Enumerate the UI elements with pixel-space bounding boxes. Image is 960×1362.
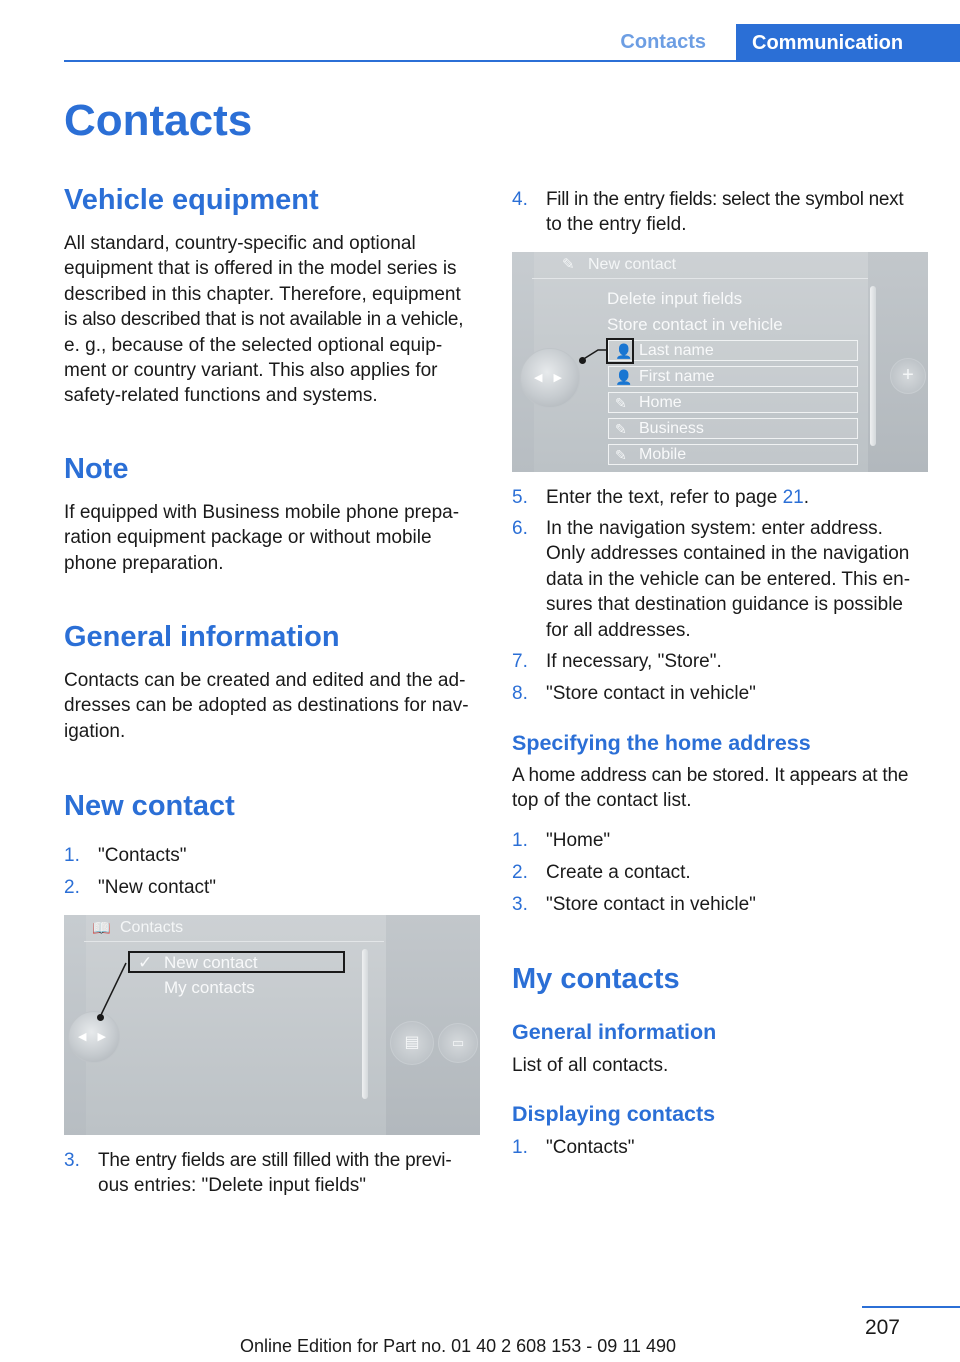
- step-item: [512, 681, 932, 707]
- person-icon: 👤: [615, 369, 633, 385]
- pencil-icon: ✎: [615, 447, 627, 463]
- page-number: 207: [864, 1316, 900, 1339]
- step-number: 7.: [512, 651, 528, 672]
- menu-item-my-contacts[interactable]: My contacts: [164, 978, 255, 997]
- text-line: described in this chapter. Therefore, equipment: [64, 283, 461, 305]
- idrive-screen-new-contact: [512, 252, 928, 472]
- field-label: Home: [639, 394, 682, 411]
- note-text: [64, 500, 459, 576]
- person-icon: 👤: [615, 343, 633, 359]
- edit-contact-icon: ✎: [562, 256, 575, 273]
- controller-knob-icon[interactable]: ◀ ▶: [68, 1011, 120, 1063]
- menu-item-new-contact[interactable]: New contact: [164, 953, 258, 972]
- text-line: ration equipment package or without mobile: [64, 527, 432, 549]
- action-delete-input-fields[interactable]: Delete input fields: [607, 289, 743, 308]
- home-address-text: [512, 763, 932, 814]
- text-line: The entry fields are still filled with the previ-: [98, 1150, 452, 1171]
- screen-title: New contact: [588, 256, 677, 273]
- text-line: equipment that is offered in the model series is: [64, 258, 457, 280]
- step-text: "Contacts": [546, 1137, 635, 1158]
- heading-general-information: General information: [64, 621, 340, 653]
- step-item: [64, 875, 482, 901]
- step-number: 1.: [512, 830, 528, 851]
- step-text: [546, 516, 932, 643]
- step-text: If necessary, "Store".: [546, 651, 722, 672]
- step-item: [512, 1135, 932, 1161]
- text-line: Contacts can be created and edited and the ad-: [64, 670, 466, 691]
- step-number: 1.: [64, 845, 80, 866]
- text-line: In the navigation system: enter address.: [546, 518, 883, 539]
- step-number: 3.: [64, 1150, 80, 1171]
- page-link[interactable]: 21: [782, 487, 804, 508]
- footer-divider: [862, 1306, 960, 1308]
- step-item: [64, 843, 482, 869]
- step-item: [64, 1148, 482, 1200]
- text-line: sures that destination guidance is possible: [546, 594, 904, 616]
- step-item: [512, 485, 932, 511]
- heading-displaying-contacts: Displaying contacts: [512, 1102, 716, 1126]
- text-line: dresses can be adopted as destinations for nav-: [64, 695, 469, 717]
- step-number: 5.: [512, 487, 528, 508]
- step-number: 3.: [512, 894, 528, 915]
- text-part: .: [803, 487, 810, 508]
- pointer-dot: [97, 1014, 104, 1021]
- header-divider: [64, 60, 960, 62]
- plus-icon[interactable]: +: [890, 358, 926, 394]
- pencil-icon: ✎: [615, 421, 627, 437]
- text-line: to the entry field.: [546, 214, 687, 236]
- text-part: Enter the text, refer to page: [546, 487, 783, 508]
- step-item: [512, 516, 932, 644]
- my-contacts-text: List of all contacts.: [512, 1055, 669, 1076]
- step-number: 8.: [512, 683, 528, 704]
- step-number: 2.: [512, 862, 528, 883]
- heading-note: Note: [64, 453, 129, 485]
- text-line: Fill in the entry fields: select the symbol next: [546, 189, 904, 210]
- step-item: [512, 892, 932, 918]
- text-line: All standard, country-specific and optional: [64, 233, 416, 254]
- page-header: [0, 0, 960, 62]
- step-text: [98, 1148, 482, 1199]
- heading-home-address: Specifying the home address: [512, 731, 811, 755]
- pointer-dot: [579, 357, 586, 364]
- field-label: First name: [639, 368, 715, 385]
- text-line: A home address can be stored. It appears at the: [512, 765, 909, 786]
- field-label: Business: [639, 420, 704, 437]
- step-text: "Contacts": [98, 845, 187, 866]
- screen-title: Contacts: [120, 919, 184, 936]
- field-label: Mobile: [639, 446, 687, 463]
- step-number: 1.: [512, 1137, 528, 1158]
- text-line: ment or country variant. This also applies for: [64, 360, 438, 382]
- text-line: If equipped with Business mobile phone prepa-: [64, 502, 460, 523]
- step-text: Create a contact.: [546, 862, 691, 883]
- step-item: [512, 860, 932, 886]
- step-text: [546, 485, 809, 510]
- text-line: phone preparation.: [64, 552, 224, 574]
- header-tab-communication[interactable]: Communication: [736, 24, 960, 62]
- contacts-book-icon: 📖: [92, 920, 111, 937]
- heading-vehicle-equipment: Vehicle equipment: [64, 184, 319, 216]
- pointer-line: [512, 252, 928, 472]
- text-line: Only addresses contained in the navigation: [546, 543, 910, 565]
- text-line: top of the contact list.: [512, 790, 692, 812]
- step-text: "Home": [546, 830, 611, 851]
- vehicle-equipment-text: [64, 231, 463, 409]
- check-icon: ✓: [138, 953, 153, 972]
- step-item: [512, 649, 932, 675]
- step-number: 4.: [512, 189, 528, 210]
- text-line: is also described that is not available in a vehicle,: [64, 309, 464, 331]
- idrive-screen-contacts: [64, 915, 480, 1135]
- text-line: igation.: [64, 720, 126, 742]
- step-text: "Store contact in vehicle": [546, 894, 756, 915]
- page-title: Contacts: [64, 96, 253, 145]
- heading-new-contact: New contact: [64, 790, 235, 822]
- card-icon[interactable]: ▭: [438, 1023, 478, 1063]
- step-text: "Store contact in vehicle": [546, 683, 756, 704]
- text-line: for all addresses.: [546, 619, 691, 641]
- step-item: [512, 828, 932, 854]
- options-icon[interactable]: ▤: [390, 1021, 434, 1065]
- edition-note: Online Edition for Part no. 01 40 2 608 153 - 09 11 490: [240, 1336, 676, 1356]
- step-number: 6.: [512, 518, 528, 539]
- step-text: "New contact": [98, 877, 217, 898]
- text-line: data in the vehicle can be entered. This en-: [546, 568, 911, 590]
- field-label: Last name: [639, 342, 714, 359]
- heading-general-information-2: General information: [512, 1020, 717, 1044]
- controller-knob-icon[interactable]: ◀ ▶: [520, 348, 580, 408]
- text-line: ous entries: "Delete input fields": [98, 1175, 367, 1197]
- step-number: 2.: [64, 877, 80, 898]
- header-tab-contacts[interactable]: Contacts: [620, 31, 706, 53]
- step-item: [512, 187, 932, 239]
- text-line: e. g., because of the selected optional equip-: [64, 334, 443, 356]
- action-store-contact[interactable]: Store contact in vehicle: [607, 315, 783, 334]
- pencil-icon: ✎: [615, 395, 627, 411]
- heading-my-contacts: My contacts: [512, 963, 680, 995]
- general-information-text: [64, 668, 469, 744]
- step-text: [546, 187, 932, 238]
- text-line: safety-related functions and systems.: [64, 385, 378, 407]
